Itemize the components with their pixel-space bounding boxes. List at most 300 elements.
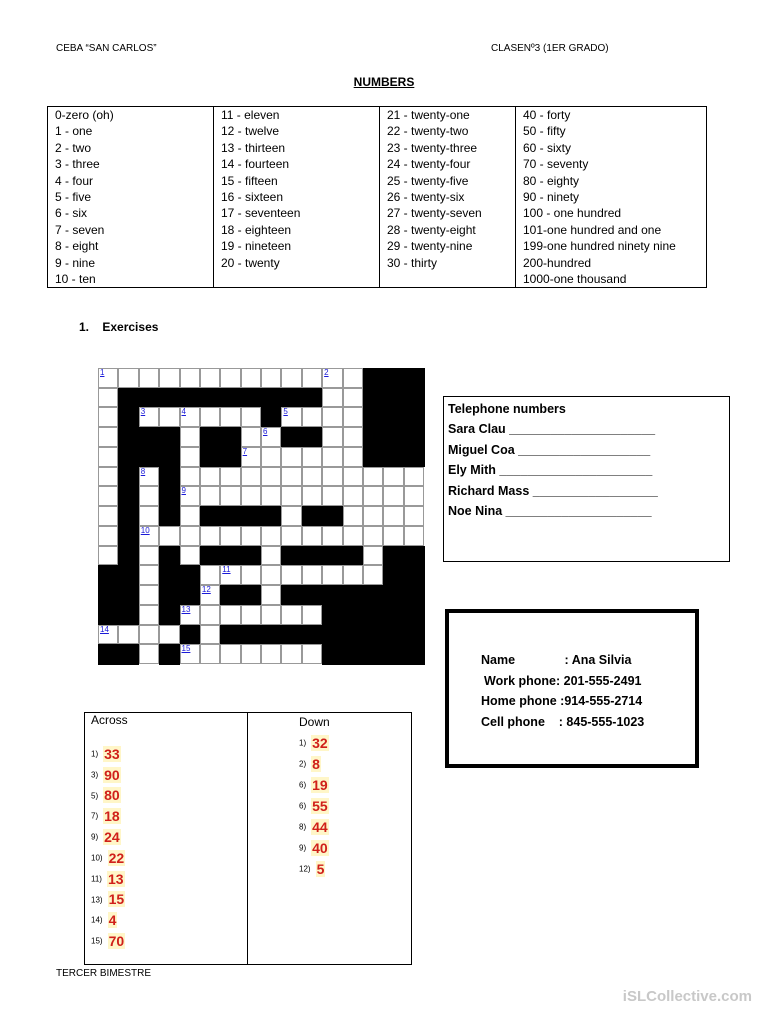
- across-heading: Across: [91, 713, 128, 727]
- crossword-black-cell: [98, 585, 119, 605]
- number-entry: 60 - sixty: [523, 140, 572, 155]
- number-entry: 80 - eighty: [523, 173, 580, 188]
- crossword-black-cell: [200, 546, 221, 566]
- answer-row: [299, 776, 329, 794]
- crossword-cell[interactable]: [261, 526, 281, 546]
- clue-number: 13: [181, 604, 191, 614]
- crossword-black-cell: [281, 388, 302, 408]
- crossword-cell[interactable]: [322, 526, 342, 546]
- crossword-black-cell: [159, 585, 180, 605]
- contact-card: [445, 609, 699, 768]
- crossword-black-cell: [383, 388, 404, 408]
- answer-value: 13: [107, 870, 124, 887]
- number-entry: 200-hundred: [523, 255, 592, 270]
- crossword-cell[interactable]: [98, 506, 118, 526]
- crossword-black-cell: [383, 625, 404, 645]
- crossword-black-cell: [220, 585, 241, 605]
- clue-number: 8: [140, 466, 146, 476]
- answer-value: 32: [312, 734, 328, 751]
- answer-key-divider: [247, 712, 248, 965]
- crossword-cell[interactable]: [363, 486, 383, 506]
- crossword-black-cell: [200, 447, 221, 467]
- crossword-black-cell: [159, 644, 180, 664]
- crossword-black-cell: [363, 427, 384, 447]
- crossword-black-cell: [383, 565, 404, 585]
- crossword-cell[interactable]: [322, 467, 342, 487]
- clue-number: 10: [140, 525, 150, 535]
- exercises-heading: [79, 320, 158, 334]
- crossword-cell[interactable]: [139, 625, 159, 645]
- crossword-cell[interactable]: [139, 644, 159, 664]
- crossword-black-cell: [180, 625, 201, 645]
- crossword-black-cell: [281, 427, 302, 447]
- crossword-cell[interactable]: [322, 407, 342, 427]
- crossword-cell[interactable]: [241, 605, 261, 625]
- answer-clue-number: 5): [91, 790, 99, 800]
- answer-clue-number: 6): [299, 801, 307, 811]
- crossword-cell[interactable]: [180, 486, 200, 506]
- crossword-cell[interactable]: [241, 447, 261, 467]
- crossword-cell[interactable]: [139, 407, 159, 427]
- crossword-cell[interactable]: [261, 368, 281, 388]
- exercises-number: 1.: [79, 320, 90, 334]
- crossword-black-cell: [363, 368, 384, 388]
- crossword-cell[interactable]: [322, 427, 342, 447]
- answer-clue-number: 14): [91, 915, 103, 925]
- clue-number: 14: [100, 624, 109, 634]
- answer-value: 15: [108, 891, 125, 908]
- crossword-cell[interactable]: [343, 467, 363, 487]
- crossword-cell[interactable]: [200, 486, 220, 506]
- crossword-cell[interactable]: [180, 644, 200, 664]
- footer-text: TERCER BIMESTRE: [56, 968, 152, 979]
- clue-number: 15: [181, 644, 191, 654]
- crossword-black-cell: [404, 388, 425, 408]
- answer-clue-number: 2): [299, 759, 307, 769]
- crossword-black-cell: [383, 644, 404, 664]
- crossword-cell[interactable]: [118, 625, 138, 645]
- crossword-black-cell: [159, 467, 180, 487]
- crossword-black-cell: [302, 506, 323, 526]
- crossword-black-cell: [220, 546, 241, 566]
- crossword-cell[interactable]: [322, 486, 342, 506]
- crossword-black-cell: [118, 407, 139, 427]
- number-entry: 5 - five: [55, 190, 92, 205]
- crossword-black-cell: [159, 486, 180, 506]
- telephone-entry: Ely Mith ______________________: [448, 463, 653, 478]
- crossword-black-cell: [363, 605, 384, 625]
- crossword-cell[interactable]: [302, 447, 322, 467]
- crossword-black-cell: [180, 388, 201, 408]
- crossword-cell[interactable]: [343, 565, 363, 585]
- answer-row: [299, 839, 329, 857]
- crossword-black-cell: [261, 506, 282, 526]
- answer-clue-number: 15): [91, 936, 103, 946]
- crossword-black-cell: [363, 644, 384, 664]
- crossword-black-cell: [220, 427, 241, 447]
- crossword-cell[interactable]: [139, 486, 159, 506]
- number-entry: 6 - six: [55, 206, 88, 221]
- answer-value: 4: [108, 912, 117, 929]
- answer-row: [299, 860, 325, 878]
- crossword-cell[interactable]: [220, 467, 240, 487]
- crossword-black-cell: [241, 506, 262, 526]
- crossword-cell[interactable]: [200, 644, 220, 664]
- crossword-black-cell: [261, 388, 282, 408]
- crossword-cell[interactable]: [200, 605, 220, 625]
- number-entry: 16 - sixteen: [221, 190, 284, 205]
- telephone-box: [443, 396, 730, 562]
- crossword-black-cell: [200, 427, 221, 447]
- crossword-cell[interactable]: [98, 407, 118, 427]
- crossword-cell[interactable]: [118, 368, 138, 388]
- crossword-cell[interactable]: [281, 467, 301, 487]
- crossword-cell[interactable]: [383, 506, 403, 526]
- crossword-cell[interactable]: [302, 605, 322, 625]
- crossword-cell[interactable]: [404, 467, 424, 487]
- crossword-black-cell: [302, 427, 323, 447]
- crossword-cell[interactable]: [261, 644, 281, 664]
- crossword-cell[interactable]: [139, 565, 159, 585]
- crossword-cell[interactable]: [261, 585, 281, 605]
- clue-number: 9: [181, 486, 186, 496]
- crossword-cell[interactable]: [200, 368, 220, 388]
- crossword-black-cell: [302, 585, 323, 605]
- crossword-cell[interactable]: [404, 486, 424, 506]
- number-entry: 1 - one: [55, 124, 93, 139]
- crossword-cell[interactable]: [98, 447, 118, 467]
- crossword-black-cell: [118, 565, 139, 585]
- number-entry: 19 - nineteen: [221, 239, 292, 254]
- crossword-black-cell: [118, 644, 139, 664]
- crossword-cell[interactable]: [383, 526, 403, 546]
- crossword-black-cell: [302, 546, 323, 566]
- crossword-cell[interactable]: [220, 526, 240, 546]
- crossword-cell[interactable]: [281, 605, 301, 625]
- crossword-cell[interactable]: [159, 625, 179, 645]
- page-title: NUMBERS: [353, 75, 415, 89]
- crossword-cell[interactable]: [261, 605, 281, 625]
- crossword-cell[interactable]: [383, 486, 403, 506]
- crossword-cell[interactable]: [302, 644, 322, 664]
- answer-value: 55: [312, 797, 328, 814]
- crossword-cell[interactable]: [261, 486, 281, 506]
- crossword-black-cell: [383, 447, 404, 467]
- crossword-cell[interactable]: [159, 526, 179, 546]
- telephone-entry: Sara Clau _____________________: [448, 422, 656, 437]
- crossword-cell[interactable]: [180, 447, 200, 467]
- number-entry: 29 - twenty-nine: [387, 239, 473, 254]
- crossword-black-cell: [322, 506, 343, 526]
- crossword-black-cell: [404, 407, 425, 427]
- crossword-cell[interactable]: [98, 467, 118, 487]
- crossword-cell[interactable]: [139, 506, 159, 526]
- crossword-cell[interactable]: [241, 486, 261, 506]
- answer-clue-number: 10): [91, 853, 103, 863]
- crossword-cell[interactable]: [200, 407, 220, 427]
- crossword-cell[interactable]: [139, 605, 159, 625]
- crossword-black-cell: [159, 447, 180, 467]
- crossword-cell[interactable]: [343, 368, 363, 388]
- crossword-black-cell: [241, 546, 262, 566]
- crossword-cell[interactable]: [281, 368, 301, 388]
- number-entry: 30 - thirty: [387, 255, 438, 270]
- crossword-cell[interactable]: [322, 565, 342, 585]
- crossword-cell[interactable]: [343, 427, 363, 447]
- number-entry: 4 - four: [55, 173, 94, 188]
- number-entry: 13 - thirteen: [221, 140, 286, 155]
- crossword-cell[interactable]: [363, 546, 383, 566]
- crossword-cell[interactable]: [180, 407, 200, 427]
- crossword-black-cell: [139, 447, 160, 467]
- numbers-column-4: [516, 107, 707, 288]
- answer-row: [299, 797, 329, 815]
- crossword-black-cell: [404, 546, 425, 566]
- crossword-cell[interactable]: [98, 486, 118, 506]
- clue-number: 11: [222, 565, 231, 575]
- crossword-cell[interactable]: [261, 565, 281, 585]
- crossword-cell[interactable]: [281, 486, 301, 506]
- answer-clue-number: 8): [299, 822, 307, 832]
- crossword-cell[interactable]: [220, 486, 240, 506]
- number-entry: 0-zero (oh): [55, 108, 114, 122]
- crossword-black-cell: [322, 625, 343, 645]
- crossword-black-cell: [118, 546, 139, 566]
- crossword-black-cell: [404, 427, 425, 447]
- crossword-cell[interactable]: [302, 526, 322, 546]
- crossword-black-cell: [404, 625, 425, 645]
- crossword-cell[interactable]: [180, 467, 200, 487]
- crossword-black-cell: [383, 605, 404, 625]
- crossword-cell[interactable]: [98, 427, 118, 447]
- clue-number: 4: [181, 407, 186, 417]
- crossword-black-cell: [383, 546, 404, 566]
- crossword-cell[interactable]: [281, 407, 301, 427]
- crossword-cell[interactable]: [220, 407, 240, 427]
- number-entry: 18 - eighteen: [221, 222, 292, 237]
- class-label: CLASENº3 (1ER GRADO): [491, 43, 609, 54]
- crossword-cell[interactable]: [343, 388, 363, 408]
- answer-clue-number: 1): [299, 738, 307, 748]
- crossword-cell[interactable]: [404, 526, 424, 546]
- crossword-black-cell: [241, 585, 262, 605]
- numbers-column-1: [48, 107, 214, 288]
- crossword-black-cell: [200, 388, 221, 408]
- crossword-black-cell: [139, 427, 160, 447]
- crossword-cell[interactable]: [180, 526, 200, 546]
- crossword-cell[interactable]: [281, 447, 301, 467]
- answer-row: [299, 734, 329, 752]
- number-entry: 17 - seventeen: [221, 206, 301, 221]
- number-entry: 40 - forty: [523, 108, 571, 122]
- crossword-black-cell: [241, 625, 262, 645]
- crossword-cell[interactable]: [261, 546, 281, 566]
- crossword-cell[interactable]: [281, 506, 301, 526]
- crossword-cell[interactable]: [200, 625, 220, 645]
- crossword-cell[interactable]: [98, 368, 118, 388]
- crossword-cell[interactable]: [261, 447, 281, 467]
- numbers-table: [47, 106, 707, 288]
- clue-number: 5: [283, 407, 288, 417]
- numbers-column-2: [214, 107, 380, 288]
- crossword-cell[interactable]: [200, 467, 220, 487]
- crossword-cell[interactable]: [200, 585, 220, 605]
- crossword-cell[interactable]: [363, 526, 383, 546]
- crossword-cell[interactable]: [363, 506, 383, 526]
- crossword-black-cell: [220, 625, 241, 645]
- crossword-cell[interactable]: [241, 407, 261, 427]
- crossword-black-cell: [98, 565, 119, 585]
- answer-clue-number: 11): [91, 874, 102, 884]
- crossword-cell[interactable]: [220, 565, 240, 585]
- answer-value: 44: [312, 818, 328, 835]
- answer-row: [91, 745, 121, 763]
- crossword-cell[interactable]: [241, 368, 261, 388]
- number-entry: 50 - fifty: [523, 124, 566, 139]
- crossword-black-cell: [118, 388, 139, 408]
- answer-row: [91, 891, 125, 909]
- number-entry: 22 - twenty-two: [387, 124, 469, 139]
- number-entry: 11 - eleven: [221, 108, 280, 122]
- crossword-black-cell: [302, 625, 323, 645]
- crossword-cell[interactable]: [404, 506, 424, 526]
- crossword-cell[interactable]: [322, 388, 342, 408]
- number-entry: 90 - ninety: [523, 190, 580, 205]
- crossword-cell[interactable]: [343, 486, 363, 506]
- crossword-black-cell: [383, 368, 404, 388]
- crossword-cell[interactable]: [159, 407, 179, 427]
- watermark: iSLCollective.com: [622, 988, 752, 1005]
- crossword-cell[interactable]: [241, 526, 261, 546]
- answer-row: [91, 766, 121, 784]
- crossword-cell[interactable]: [180, 506, 200, 526]
- answer-value: 22: [108, 849, 125, 866]
- answer-key-box: [84, 712, 412, 965]
- crossword-cell[interactable]: [281, 526, 301, 546]
- crossword-cell[interactable]: [302, 486, 322, 506]
- crossword-cell[interactable]: [200, 526, 220, 546]
- crossword-cell[interactable]: [281, 644, 301, 664]
- answer-row: [299, 818, 329, 836]
- crossword-black-cell: [200, 506, 221, 526]
- answer-value: 24: [104, 828, 120, 845]
- crossword-cell[interactable]: [322, 447, 342, 467]
- number-entry: 26 - twenty-six: [387, 190, 465, 205]
- crossword-cell[interactable]: [98, 388, 118, 408]
- crossword-cell[interactable]: [98, 625, 118, 645]
- crossword-cell[interactable]: [363, 565, 383, 585]
- crossword-cell[interactable]: [302, 565, 322, 585]
- answer-value: 40: [312, 839, 328, 856]
- crossword-cell[interactable]: [159, 368, 179, 388]
- crossword-black-cell: [404, 447, 425, 467]
- crossword-black-cell: [118, 427, 139, 447]
- crossword-black-cell: [118, 526, 139, 546]
- number-entry: 23 - twenty-three: [387, 140, 478, 155]
- crossword-cell[interactable]: [139, 467, 159, 487]
- crossword-cell[interactable]: [180, 605, 200, 625]
- crossword-cell[interactable]: [180, 368, 200, 388]
- crossword-cell[interactable]: [98, 526, 118, 546]
- crossword-black-cell: [322, 605, 343, 625]
- crossword-cell[interactable]: [261, 427, 281, 447]
- crossword-cell[interactable]: [302, 368, 322, 388]
- crossword-black-cell: [383, 585, 404, 605]
- number-entry: 25 - twenty-five: [387, 173, 469, 188]
- crossword-black-cell: [241, 388, 262, 408]
- answer-value: 90: [104, 766, 120, 783]
- crossword-cell[interactable]: [383, 467, 403, 487]
- number-entry: 7 - seven: [55, 222, 105, 237]
- crossword-cell[interactable]: [302, 467, 322, 487]
- crossword-black-cell: [159, 427, 180, 447]
- crossword-black-cell: [180, 565, 201, 585]
- crossword-cell[interactable]: [322, 368, 342, 388]
- crossword-cell[interactable]: [343, 407, 363, 427]
- crossword-cell[interactable]: [180, 546, 200, 566]
- crossword-cell[interactable]: [220, 605, 240, 625]
- answer-clue-number: 1): [91, 749, 99, 759]
- crossword-black-cell: [343, 585, 364, 605]
- crossword-black-cell: [363, 447, 384, 467]
- number-entry: 28 - twenty-eight: [387, 222, 476, 237]
- crossword-black-cell: [139, 388, 160, 408]
- crossword-cell[interactable]: [241, 565, 261, 585]
- answer-row: [91, 849, 125, 867]
- crossword-black-cell: [159, 546, 180, 566]
- number-entry: 101-one hundred and one: [523, 222, 662, 237]
- crossword-cell[interactable]: [241, 427, 261, 447]
- contact-work-phone: Work phone: 201-555-2491: [484, 674, 642, 688]
- answer-clue-number: 13): [91, 894, 103, 904]
- crossword-black-cell: [404, 644, 425, 664]
- number-entry: 100 - one hundred: [523, 206, 622, 221]
- number-entry: 199-one hundred ninety nine: [523, 239, 676, 254]
- number-entry: 15 - fifteen: [221, 173, 278, 188]
- crossword-black-cell: [159, 605, 180, 625]
- crossword-cell[interactable]: [139, 526, 159, 546]
- crossword-cell[interactable]: [241, 644, 261, 664]
- crossword-cell[interactable]: [98, 546, 118, 566]
- contact-name-label: Name: [481, 653, 516, 667]
- crossword-cell[interactable]: [281, 565, 301, 585]
- crossword-cell[interactable]: [241, 467, 261, 487]
- crossword-cell[interactable]: [220, 368, 240, 388]
- crossword-cell[interactable]: [343, 447, 363, 467]
- number-entry: 3 - three: [55, 157, 100, 172]
- crossword-black-cell: [363, 625, 384, 645]
- crossword-black-cell: [220, 506, 241, 526]
- crossword-cell[interactable]: [139, 546, 159, 566]
- crossword-cell[interactable]: [139, 585, 159, 605]
- answer-row: [91, 870, 125, 888]
- crossword-cell[interactable]: [220, 644, 240, 664]
- crossword-cell[interactable]: [139, 368, 159, 388]
- crossword-black-cell: [322, 546, 343, 566]
- answer-value: 5: [316, 860, 325, 877]
- answer-value: 80: [104, 787, 120, 804]
- crossword-cell[interactable]: [343, 506, 363, 526]
- crossword-cell[interactable]: [343, 526, 363, 546]
- contact-name-value: : Ana Silvia: [564, 653, 632, 667]
- crossword-cell[interactable]: [302, 407, 322, 427]
- crossword-cell[interactable]: [363, 467, 383, 487]
- crossword-cell[interactable]: [200, 565, 220, 585]
- crossword-black-cell: [343, 625, 364, 645]
- crossword-cell[interactable]: [180, 427, 200, 447]
- crossword-black-cell: [118, 506, 139, 526]
- crossword-cell[interactable]: [261, 467, 281, 487]
